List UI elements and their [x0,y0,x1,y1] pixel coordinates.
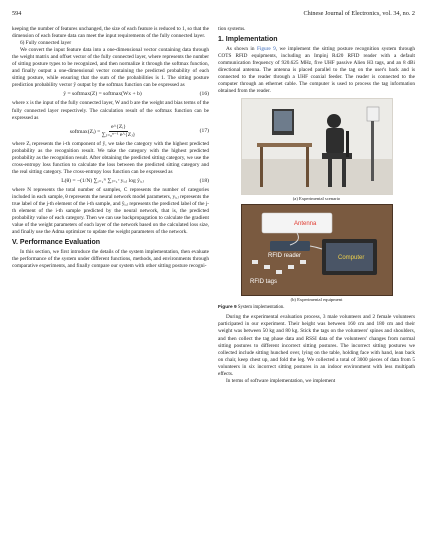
figure-9 [218,98,415,311]
equation-expression: L(θ) = −(1/N) ∑ᵢ₌₁ᴺ ∑ⱼ₌₁ᶜ yᵢ,ⱼ log ŷᵢ,ⱼ [61,177,144,184]
denominator: ∑ⱼ₌₀ⁿ⁻¹ e^{Zⱼ} [101,131,136,138]
section-heading: 1. Implementation [218,36,278,44]
equation-16 [12,91,209,98]
subfigure-caption: (b) Experimental equipment [290,297,343,303]
paragraph: tion systems. [218,26,246,32]
experimental-equipment-photo [241,204,393,296]
paragraph: where Zᵢ represents the i-th component of ŷ, we take the category with the highest predicted probability as the recognition result. We take the category with the highest predicted probability as the recognition result. After obtaining the predicted sitting category, we use the cross-entropy loss function to calculate the loss between the predicted sitting category and the real sitting category. The cross-entropy loss function can be expressed as [12,140,209,175]
journal-header: Chinese Journal of Electronics, vol. 34, no. 2 [303,10,415,17]
equation-number: (16) [199,91,209,98]
equation-expression: ŷ = softmax(Z) = softmax(Wx + b) [63,91,142,98]
paragraph [218,46,415,95]
text-run: , we implement the sitting posture recognition system through COTS RFID equipments, including an Impinj R420 RFID reader with a default communication frequency of 920.625 MHz, five UHF passive Alien H3 tags, and an 8 dBi directional antenna. The antenna is placed parallel to the tag on the user's back and is connected to the reader through a UHF coaxial feeder. The reader is connected to the computer through an ethernet cable. The computer is used to process the tag information obtained from the reader. [218,46,415,95]
fraction [102,124,136,139]
equation-number: (18) [199,177,209,184]
left-column [12,26,209,270]
figure-caption-text: System implementation. [236,305,285,311]
text-run: As shown in [226,46,257,53]
equation-expression [12,124,193,139]
paragraph: In this section, we first introduce the details of the system implementation, then evaluate the performance of the system under different functions, methods, and environments through comparative experiments, and finally compare our system with other sitting posture recogni- [12,249,209,270]
paragraph: During the experimental evaluation process, 3 male volunteers and 2 female volunteers participated in our experiment. Their height was between 160 cm and 180 cm and their weight was between 50 kg and 80 kg. Stick the tags on the volunteers' spines and shoulders, and then collect the tag phase data and RSSI data of the volunteers' changes from normal sitting postures to different incorrect sitting postures. The incorrect sitting postures we collected include sitting hunched over, lying on the table, holding face with hand, lean back on chair, keep chest up, and fold the leg. We collected a total of 3000 pieces of data from 5 volunteers in six incorrect sitting postures in an indoor environment with less multipath effects. [218,314,415,377]
paragraph: In terms of software implementation, we implement [226,377,336,384]
tags-label: RFID tags [249,279,277,286]
equation-18 [12,178,209,185]
section-heading: V. Performance Evaluation [12,239,101,247]
right-column [218,26,415,385]
paragraph: We convert the input feature data into a one-dimensional vector containing data through the weight matrix and offset vector of the fully connected layer, where represents the number of sitting posture types to be recognized, and then normalize it through the softmax function, and finally output a one-dimensional vector containing the predicted probability of each sitting posture, while ensuring that the sum of the probabilities is 1. The sitting posture prediction probability vector ŷ output by the softmax function can be expressed as [12,47,209,89]
reader-label: RFID reader [267,253,301,260]
equipment-illustration [242,205,392,295]
numerator: e^{Zᵢ} [109,124,128,132]
figure-caption [218,305,415,311]
paragraph: where x is the input of the fully connected layer, W and b are the weight and bias terms of the fully connected layer respectively. The calculation result of the softmax function can be expressed as [12,100,209,121]
experimental-scenario-photo [241,98,393,195]
equation-lhs: softmax(Zᵢ) = [69,128,101,135]
figure-link[interactable]: Figure 9 [256,46,276,53]
antenna-label: Antenna [293,221,316,228]
figure-caption-label: Figure 9 [218,305,237,311]
equation-number: (17) [199,127,209,134]
computer-label: Computer [337,255,364,262]
page-number: 594 [12,10,22,17]
subfigure-caption: (a) Experimental scenario [292,196,341,202]
paragraph: where N represents the total number of samples, C represents the number of categories included in each sample, θ represents the neural network model parameters, yᵢ,ⱼ represents the true label of the j-th element of the i-th sample, and ŷᵢ,ⱼ represents the predicted label of the j-th element of the i-th sample predicted by the neural network, that is, the predicted probability value of each category. Then we can use backpropagation to calculate the gradient value of the weight parameters of each layer of the network based on the calculated loss size, and finally use the Adma optimizer to update the weight parameters of the network. [12,186,209,236]
subsection-heading: 6) Fully connected layer [20,40,72,47]
paragraph: keeping the number of features unchanged, the size of each feature is reduced to 1, so that the dimension of each feature data can meet the input requirements of the fully connected layer. [12,26,209,40]
scenario-illustration [242,99,392,194]
equation-17 [12,124,209,139]
